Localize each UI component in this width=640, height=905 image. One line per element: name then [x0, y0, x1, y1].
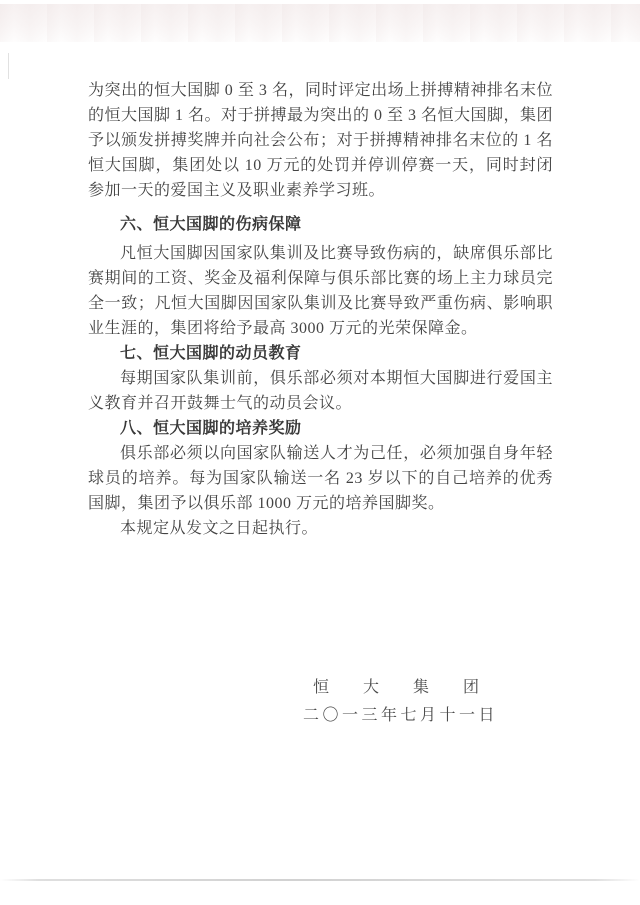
scan-artifact-bottom-line	[0, 879, 640, 881]
section-8-heading: 八、恒大国脚的培养奖励	[120, 420, 302, 437]
section-6-heading: 六、恒大国脚的伤病保障	[120, 216, 302, 233]
section-8-paragraph: 俱乐部必须以向国家队输送人才为己任，必须加强自身年轻球员的培养。每为国家队输送一名 23 岁以下的自己培养的优秀国脚，集团予以俱乐部 1000 万元的培养国脚奖。	[88, 445, 553, 512]
section-7-paragraph: 每期国家队集训前，俱乐部必须对本期恒大国脚进行爱国主义教育并召开鼓舞士气的动员会议。	[88, 370, 553, 412]
signature-organization: 恒 大 集 团	[312, 679, 488, 696]
section-7-heading: 七、恒大国脚的动员教育	[120, 345, 302, 362]
scan-artifact-left-mark	[8, 53, 9, 79]
signature-block	[88, 675, 553, 728]
section-6-paragraph: 凡恒大国脚因国家队集训及比赛导致伤病的，缺席俱乐部比赛期间的工资、奖金及福利保障与俱乐部比赛的场上主力球员完全一致；凡恒大国脚因国家队集训及比赛导致严重伤病、影响职业生涯的，集团将给予最高 3000 万元的光荣保障金。	[88, 245, 553, 337]
signature-date: 二〇一三年七月十一日	[302, 707, 498, 724]
document-content	[88, 78, 553, 728]
paragraph-continuation: 为突出的恒大国脚 0 至 3 名，同时评定出场上拼搏精神排名末位的恒大国脚 1 名。对于拼搏最为突出的 0 至 3 名恒大国脚，集团予以颁发拼搏奖牌并向社会公布；对于拼搏精神排名末位的 1 名恒大国脚，集团处以 10 万元的处罚并停训停赛一天，同时封闭参加一天的爱国主义及职业素养学习班。	[88, 82, 554, 199]
scan-artifact-top-band	[0, 4, 640, 42]
closing-paragraph: 本规定从发文之日起执行。	[120, 520, 319, 537]
